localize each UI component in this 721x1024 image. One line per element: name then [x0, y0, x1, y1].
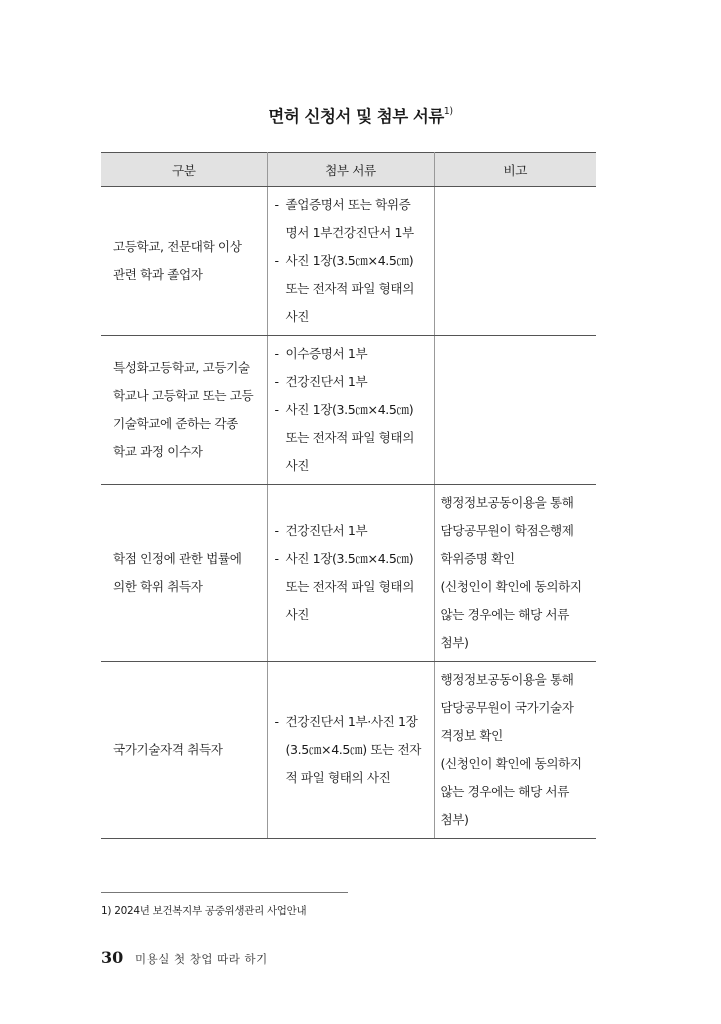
note-line: 학위증명 확인 — [440, 551, 515, 566]
category-line: 의한 학위 취득자 — [113, 579, 203, 594]
note-line: 격정보 확인 — [440, 728, 503, 743]
table-body — [101, 187, 596, 839]
documents-table — [101, 152, 596, 839]
document-line: 졸업증명서 또는 학위증 — [285, 197, 411, 212]
document-line: 사진 1장(3.5㎝×4.5㎝) — [285, 551, 414, 566]
document-line: 사진 — [285, 458, 310, 473]
cell-note — [434, 662, 596, 839]
running-title: 미용실 첫 창업 따라 하기 — [135, 952, 268, 966]
document-item — [275, 396, 428, 480]
document-line: 또는 전자적 파일 형태의 — [285, 281, 414, 296]
document-item — [275, 545, 428, 629]
bullet-dash: - — [274, 346, 279, 361]
document-line: 사진 1장(3.5㎝×4.5㎝) — [285, 402, 414, 417]
page-number: 30 — [101, 948, 124, 967]
cell-category — [101, 485, 267, 662]
note-line: 않는 경우에는 해당 서류 — [440, 607, 569, 622]
header-documents: 첨부 서류 — [267, 153, 434, 187]
note-line: 첨부) — [440, 812, 469, 827]
table-header-row — [101, 153, 596, 187]
category-line: 학교 과정 이수자 — [113, 444, 203, 459]
document-item — [275, 368, 428, 396]
bullet-dash: - — [274, 523, 279, 538]
category-line: 기술학교에 준하는 각종 — [113, 416, 238, 431]
bullet-dash: - — [274, 551, 279, 566]
cell-note — [434, 187, 596, 336]
note-line: (신청인이 확인에 동의하지 — [440, 579, 582, 594]
bullet-dash: - — [274, 714, 279, 729]
document-line: 명서 1부건강진단서 1부 — [285, 225, 414, 240]
note-line: 행정정보공동이용을 통해 — [440, 495, 574, 510]
note-line: 않는 경우에는 해당 서류 — [440, 784, 569, 799]
document-line: 또는 전자적 파일 형태의 — [285, 430, 414, 445]
note-line: (신청인이 확인에 동의하지 — [440, 756, 582, 771]
document-line: 또는 전자적 파일 형태의 — [285, 579, 414, 594]
cell-note — [434, 485, 596, 662]
cell-documents — [267, 485, 434, 662]
table-row — [101, 336, 596, 485]
document-item — [275, 340, 428, 368]
category-line: 학교나 고등학교 또는 고등 — [113, 388, 254, 403]
title-text: 면허 신청서 및 첨부 서류 — [268, 107, 444, 126]
bullet-dash: - — [274, 197, 279, 212]
cell-category — [101, 336, 267, 485]
cell-category — [101, 662, 267, 839]
document-line: 적 파일 형태의 사진 — [285, 770, 391, 785]
table-row — [101, 662, 596, 839]
category-line: 관련 학과 졸업자 — [113, 267, 203, 282]
category-line: 고등학교, 전문대학 이상 — [113, 239, 242, 254]
bullet-dash: - — [274, 374, 279, 389]
footnote: 1) 2024년 보건복지부 공중위생관리 사업안내 — [101, 905, 307, 917]
cell-documents — [267, 336, 434, 485]
document-line: 이수증명서 1부 — [285, 346, 368, 361]
document-item — [275, 517, 428, 545]
category-line: 국가기술자격 취득자 — [113, 742, 223, 757]
category-line: 특성화고등학교, 고등기술 — [113, 360, 250, 375]
document-item — [275, 191, 428, 247]
document-line: 건강진단서 1부 — [285, 374, 368, 389]
note-line: 담당공무원이 국가기술자 — [440, 700, 574, 715]
document-line: (3.5㎝×4.5㎝) 또는 전자 — [285, 742, 421, 757]
table-row — [101, 485, 596, 662]
page-title — [0, 103, 721, 127]
document-line: 사진 — [285, 309, 310, 324]
document-item — [275, 708, 428, 792]
note-line: 행정정보공동이용을 통해 — [440, 672, 574, 687]
table-row — [101, 187, 596, 336]
bullet-dash: - — [274, 253, 279, 268]
header-note: 비고 — [434, 153, 596, 187]
footnote-ref: 1) — [443, 105, 453, 117]
document-line: 건강진단서 1부 — [285, 523, 368, 538]
document-line: 사진 — [285, 607, 310, 622]
cell-documents — [267, 662, 434, 839]
footnote-divider — [101, 892, 348, 893]
cell-note — [434, 336, 596, 485]
cell-category — [101, 187, 267, 336]
note-line: 첨부) — [440, 635, 469, 650]
cell-documents — [267, 187, 434, 336]
document-item — [275, 247, 428, 331]
document-line: 건강진단서 1부·사진 1장 — [285, 714, 418, 729]
header-category: 구분 — [101, 153, 267, 187]
document-line: 사진 1장(3.5㎝×4.5㎝) — [285, 253, 414, 268]
bullet-dash: - — [274, 402, 279, 417]
category-line: 학점 인정에 관한 법률에 — [113, 551, 242, 566]
note-line: 담당공무원이 학점은행제 — [440, 523, 574, 538]
